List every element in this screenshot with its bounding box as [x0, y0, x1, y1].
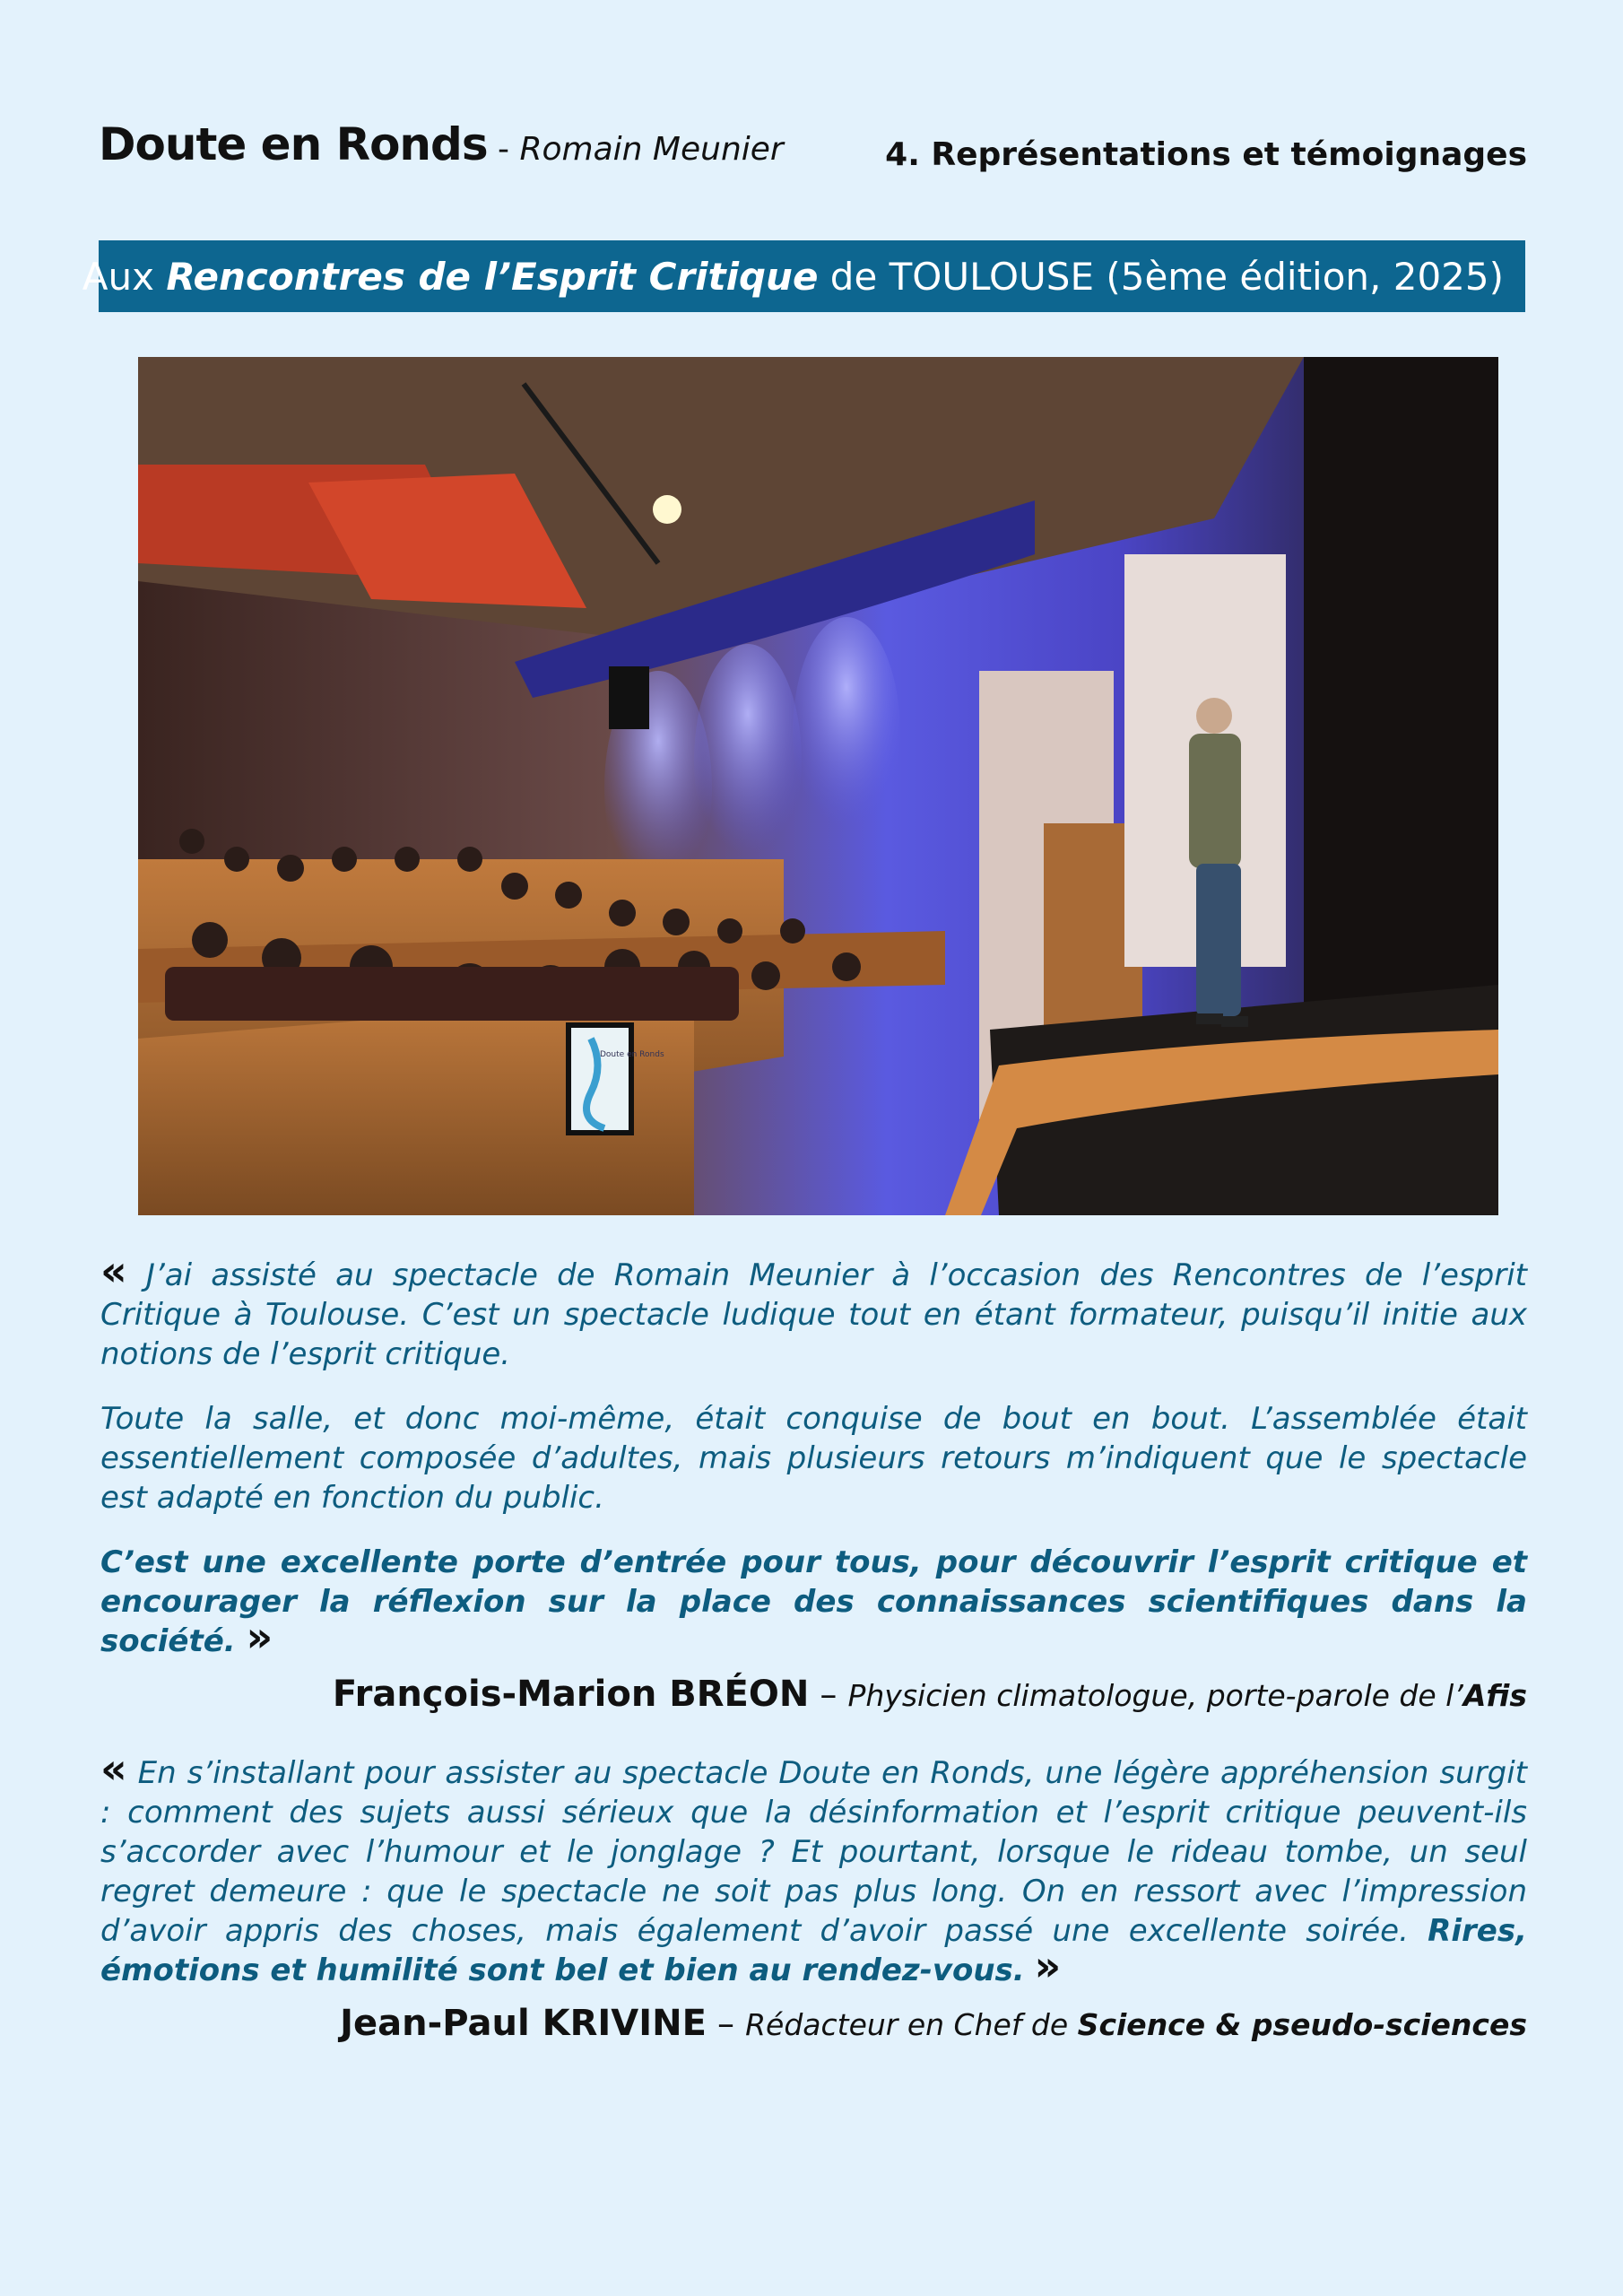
testimonial-2-attribution	[100, 2003, 1527, 2044]
open-quote-mark: «	[100, 1247, 127, 1295]
photo-wall-light	[694, 644, 802, 877]
banner-suffix: de TOULOUSE (5ème édition, 2025)	[818, 254, 1504, 299]
photo-screen	[568, 1025, 631, 1133]
banner-prefix: Aux	[82, 254, 167, 299]
author-name: Jean-Paul KRIVINE	[340, 2003, 707, 2044]
testimonial-1-attribution	[100, 1674, 1527, 1715]
auditorium-photo	[138, 357, 1498, 1215]
open-quote-mark: «	[100, 1744, 127, 1793]
photo-spotlight	[653, 495, 681, 524]
photo-speaker-box	[609, 666, 649, 729]
testimonial-2-para	[100, 1744, 1527, 1990]
testimonial-1-text-1: J’ai assisté au spectacle de Romain Meunier à l’occasion des Rencontres de l’esprit Critique à Toulouse. C’est un spectacle ludique tout en étant formateur, puisqu’il initie aux notions de l’esprit critique.	[100, 1257, 1527, 1372]
testimonial-1-para-2: Toute la salle, et donc moi-même, était conquise de bout en bout. L’assemblée était essentiellement composée d’adultes, mais plusieurs retours m’indiquent que le spectacle est adapté en fonction du public.	[100, 1401, 1527, 1516]
close-quote-mark: »	[1034, 1942, 1062, 1990]
author-org: Science & pseudo-sciences	[1077, 2007, 1527, 2042]
author-name: François-Marion BRÉON	[332, 1674, 810, 1715]
author-role: Physicien climatologue, porte-parole de l’	[847, 1678, 1463, 1713]
photo-speaker	[1189, 698, 1248, 1027]
author-org: Afis	[1462, 1678, 1527, 1713]
banner-event-name: Rencontres de l’Esprit Critique	[166, 254, 819, 299]
brand	[99, 118, 784, 170]
brand-title: Doute en Ronds	[99, 118, 488, 170]
brand-separator: -	[487, 131, 520, 168]
page-header	[99, 118, 1527, 172]
event-banner	[82, 240, 1525, 312]
testimonial-1-text-3: C’est une excellente porte d’entrée pour tous, pour découvrir l’esprit critique et encourager la réflexion sur la place des connaissances scientifiques dans la société.	[100, 1544, 1527, 1659]
testimonial-1-para-3	[100, 1543, 1527, 1661]
brand-author: Romain Meunier	[519, 131, 784, 168]
photo-screen-label: Doute en Ronds	[600, 1050, 664, 1059]
testimonial-2	[100, 1744, 1527, 2044]
author-dash: –	[706, 2004, 746, 2043]
close-quote-mark: »	[246, 1613, 273, 1661]
author-role: Rédacteur en Chef de	[745, 2007, 1078, 2042]
section-title: 4. Représentations et témoignages	[885, 136, 1527, 173]
testimonial-1	[100, 1247, 1527, 1715]
testimonial-2-text: En s’installant pour assister au spectacle Doute en Ronds, une légère appréhension surgit : comment des sujets aussi sérieux que la désinformation et l’esprit critique peuvent-ils s’accorder avec l’humour et le jonglage ? Et pourtant, lorsque le rideau tombe, un seul regret demeure : que le spectacle ne soit pas plus long. On en ressort avec l’impression d’avoir appris des choses, mais également d’avoir passé une excellente soirée.	[100, 1755, 1527, 1949]
testimonial-1-para-1	[100, 1247, 1527, 1374]
photo-wall-light	[793, 617, 900, 850]
author-dash: –	[809, 1674, 848, 1714]
testimonial-2-text-strong: Rires, émotions et humilité sont bel et bien au rendez-vous.	[100, 1913, 1527, 1988]
